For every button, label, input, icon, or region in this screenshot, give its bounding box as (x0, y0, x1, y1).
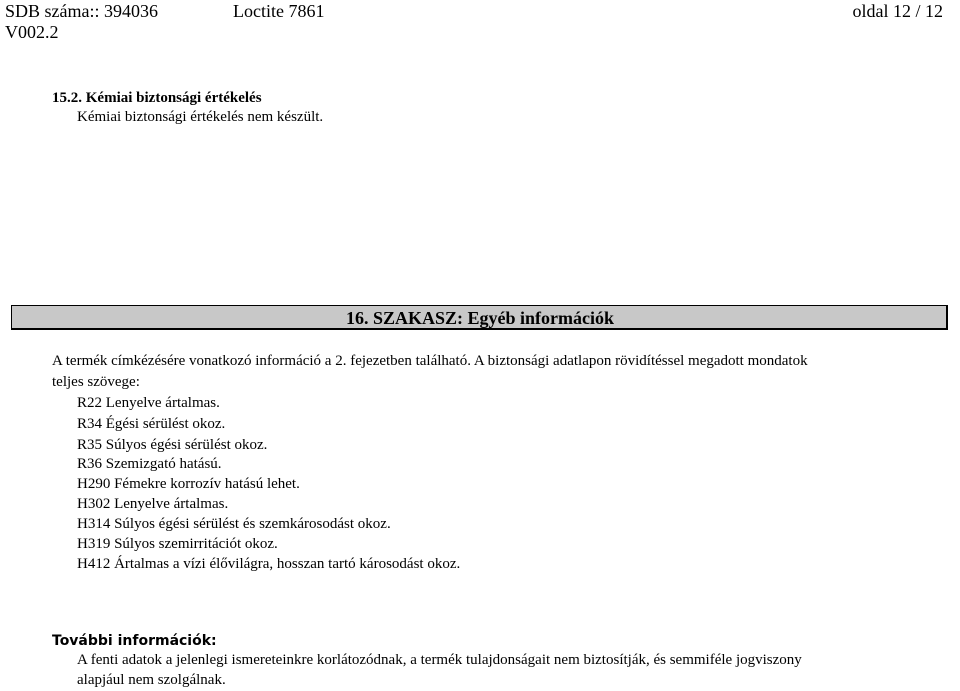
phrase-h319: H319 Súlyos szemirritációt okoz. (77, 536, 278, 552)
phrase-h412: H412 Ártalmas a vízi élővilágra, hosszan tartó károsodást okoz. (77, 556, 461, 572)
further-info-line-2: alapjául nem szolgálnak. (77, 672, 226, 688)
phrase-r35: R35 Súlyos égési sérülést okoz. (77, 437, 268, 453)
intro-line-1: A termék címkézésére vonatkozó információ a 2. fejezetben található. A biztonsági adatlapon rövidítéssel megadott mondatok (52, 353, 808, 369)
phrase-r36: R36 Szemizgató hatású. (77, 456, 222, 472)
further-info-line-1: A fenti adatok a jelenlegi ismereteinkre korlátozódnak, a termék tulajdonságait nem biztosítják, és semmiféle jogviszony (77, 652, 802, 668)
further-info-heading: További információk: (52, 633, 217, 649)
sdb-number: SDB száma:: 394036 (5, 1, 158, 21)
phrase-r22: R22 Lenyelve ártalmas. (77, 395, 220, 411)
chemical-safety-text: Kémiai biztonsági értékelés nem készült. (77, 109, 324, 125)
phrase-h302: H302 Lenyelve ártalmas. (77, 496, 229, 512)
product-name: Loctite 7861 (233, 1, 325, 21)
chemical-safety-heading: 15.2. Kémiai biztonsági értékelés (52, 90, 262, 106)
page-indicator: oldal 12 / 12 (852, 1, 943, 21)
phrase-r34: R34 Égési sérülést okoz. (77, 416, 226, 432)
version-label: V002.2 (5, 22, 59, 42)
intro-line-2: teljes szövege: (52, 374, 140, 390)
phrase-h314: H314 Súlyos égési sérülést és szemkárosodást okoz. (77, 516, 391, 532)
section-16-title: 16. SZAKASZ: Egyéb információk (345, 308, 615, 328)
phrase-h290: H290 Fémekre korrozív hatású lehet. (77, 476, 300, 492)
